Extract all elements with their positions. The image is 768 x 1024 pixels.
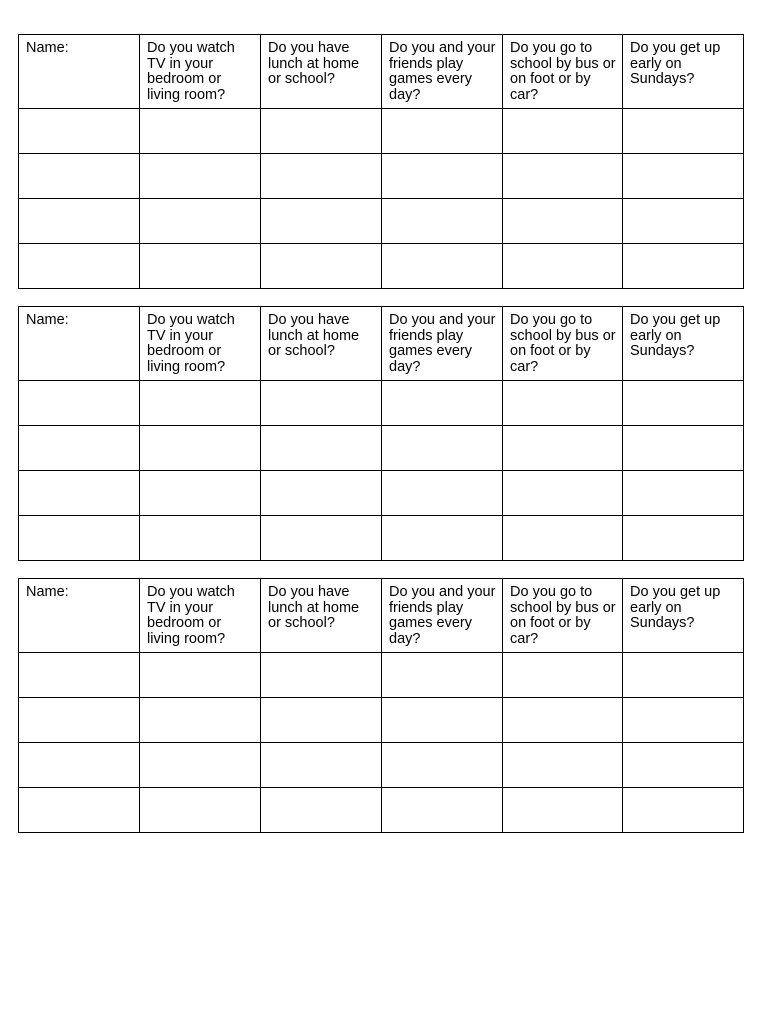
answer-cell-name[interactable] bbox=[19, 199, 140, 244]
answer-cell[interactable] bbox=[261, 516, 382, 561]
answer-cell-name[interactable] bbox=[19, 471, 140, 516]
answer-cell[interactable] bbox=[140, 516, 261, 561]
header-question-games: Do you and your friends play games every day? bbox=[382, 307, 503, 381]
answer-cell[interactable] bbox=[382, 109, 503, 154]
answer-row bbox=[19, 698, 744, 743]
answer-cell[interactable] bbox=[382, 653, 503, 698]
answer-cell-name[interactable] bbox=[19, 743, 140, 788]
answer-cell[interactable] bbox=[261, 743, 382, 788]
answer-cell[interactable] bbox=[261, 381, 382, 426]
answer-row bbox=[19, 743, 744, 788]
header-question-transport: Do you go to school by bus or on foot or by car? bbox=[503, 35, 623, 109]
answer-cell[interactable] bbox=[623, 199, 744, 244]
answer-row bbox=[19, 426, 744, 471]
answer-cell-name[interactable] bbox=[19, 154, 140, 199]
answer-cell[interactable] bbox=[382, 471, 503, 516]
header-row bbox=[19, 35, 744, 109]
answer-cell-name[interactable] bbox=[19, 788, 140, 833]
header-question-sundays: Do you get up early on Sundays? bbox=[623, 579, 744, 653]
header-question-lunch: Do you have lunch at home or school? bbox=[261, 307, 382, 381]
answer-cell[interactable] bbox=[140, 154, 261, 199]
answer-cell[interactable] bbox=[382, 154, 503, 199]
answer-cell[interactable] bbox=[382, 381, 503, 426]
answer-cell[interactable] bbox=[140, 244, 261, 289]
answer-cell[interactable] bbox=[382, 788, 503, 833]
answer-cell[interactable] bbox=[140, 426, 261, 471]
answer-row bbox=[19, 381, 744, 426]
header-question-tv: Do you watch TV in your bedroom or living room? bbox=[140, 35, 261, 109]
answer-cell[interactable] bbox=[382, 244, 503, 289]
header-question-lunch: Do you have lunch at home or school? bbox=[261, 579, 382, 653]
answer-cell[interactable] bbox=[623, 516, 744, 561]
header-row bbox=[19, 579, 744, 653]
answer-cell[interactable] bbox=[503, 471, 623, 516]
answer-cell[interactable] bbox=[623, 471, 744, 516]
answer-cell[interactable] bbox=[261, 788, 382, 833]
answer-cell[interactable] bbox=[623, 426, 744, 471]
answer-cell[interactable] bbox=[623, 653, 744, 698]
answer-cell[interactable] bbox=[623, 381, 744, 426]
answer-cell[interactable] bbox=[503, 698, 623, 743]
answer-cell[interactable] bbox=[623, 244, 744, 289]
answer-cell[interactable] bbox=[382, 698, 503, 743]
answer-cell-name[interactable] bbox=[19, 653, 140, 698]
header-question-tv: Do you watch TV in your bedroom or living room? bbox=[140, 307, 261, 381]
answer-cell[interactable] bbox=[140, 653, 261, 698]
answer-cell[interactable] bbox=[140, 471, 261, 516]
answer-cell[interactable] bbox=[503, 788, 623, 833]
survey-table-3 bbox=[18, 578, 744, 833]
answer-row bbox=[19, 109, 744, 154]
answer-cell[interactable] bbox=[623, 743, 744, 788]
answer-cell[interactable] bbox=[261, 426, 382, 471]
survey-table-2 bbox=[18, 306, 744, 561]
answer-cell[interactable] bbox=[623, 788, 744, 833]
answer-cell[interactable] bbox=[261, 698, 382, 743]
header-question-games: Do you and your friends play games every day? bbox=[382, 579, 503, 653]
header-question-sundays: Do you get up early on Sundays? bbox=[623, 35, 744, 109]
answer-cell[interactable] bbox=[382, 743, 503, 788]
answer-cell[interactable] bbox=[140, 381, 261, 426]
answer-row bbox=[19, 516, 744, 561]
answer-cell[interactable] bbox=[503, 653, 623, 698]
answer-row bbox=[19, 199, 744, 244]
answer-cell[interactable] bbox=[140, 788, 261, 833]
answer-cell[interactable] bbox=[261, 109, 382, 154]
answer-cell[interactable] bbox=[503, 109, 623, 154]
answer-cell[interactable] bbox=[261, 154, 382, 199]
answer-cell[interactable] bbox=[382, 426, 503, 471]
header-name: Name: bbox=[19, 307, 140, 381]
header-name: Name: bbox=[19, 35, 140, 109]
answer-cell[interactable] bbox=[503, 743, 623, 788]
answer-cell[interactable] bbox=[140, 199, 261, 244]
answer-cell[interactable] bbox=[503, 516, 623, 561]
answer-cell[interactable] bbox=[503, 244, 623, 289]
answer-row bbox=[19, 653, 744, 698]
answer-row bbox=[19, 154, 744, 199]
answer-cell-name[interactable] bbox=[19, 516, 140, 561]
header-row bbox=[19, 307, 744, 381]
answer-cell-name[interactable] bbox=[19, 426, 140, 471]
answer-cell[interactable] bbox=[503, 199, 623, 244]
answer-cell[interactable] bbox=[140, 743, 261, 788]
answer-cell-name[interactable] bbox=[19, 381, 140, 426]
header-question-tv: Do you watch TV in your bedroom or living room? bbox=[140, 579, 261, 653]
answer-row bbox=[19, 471, 744, 516]
answer-row bbox=[19, 244, 744, 289]
answer-cell-name[interactable] bbox=[19, 109, 140, 154]
survey-table-1 bbox=[18, 34, 744, 289]
answer-cell-name[interactable] bbox=[19, 698, 140, 743]
answer-cell[interactable] bbox=[503, 381, 623, 426]
answer-cell[interactable] bbox=[623, 698, 744, 743]
answer-cell[interactable] bbox=[382, 516, 503, 561]
answer-cell[interactable] bbox=[261, 199, 382, 244]
header-name: Name: bbox=[19, 579, 140, 653]
answer-row bbox=[19, 788, 744, 833]
answer-cell[interactable] bbox=[623, 154, 744, 199]
header-question-transport: Do you go to school by bus or on foot or by car? bbox=[503, 307, 623, 381]
answer-cell-name[interactable] bbox=[19, 244, 140, 289]
header-question-sundays: Do you get up early on Sundays? bbox=[623, 307, 744, 381]
answer-cell[interactable] bbox=[261, 244, 382, 289]
answer-cell[interactable] bbox=[503, 426, 623, 471]
answer-cell[interactable] bbox=[140, 698, 261, 743]
header-question-transport: Do you go to school by bus or on foot or by car? bbox=[503, 579, 623, 653]
answer-cell[interactable] bbox=[261, 653, 382, 698]
header-question-games: Do you and your friends play games every day? bbox=[382, 35, 503, 109]
answer-cell[interactable] bbox=[140, 109, 261, 154]
answer-cell[interactable] bbox=[261, 471, 382, 516]
answer-cell[interactable] bbox=[623, 109, 744, 154]
answer-cell[interactable] bbox=[382, 199, 503, 244]
header-question-lunch: Do you have lunch at home or school? bbox=[261, 35, 382, 109]
answer-cell[interactable] bbox=[503, 154, 623, 199]
